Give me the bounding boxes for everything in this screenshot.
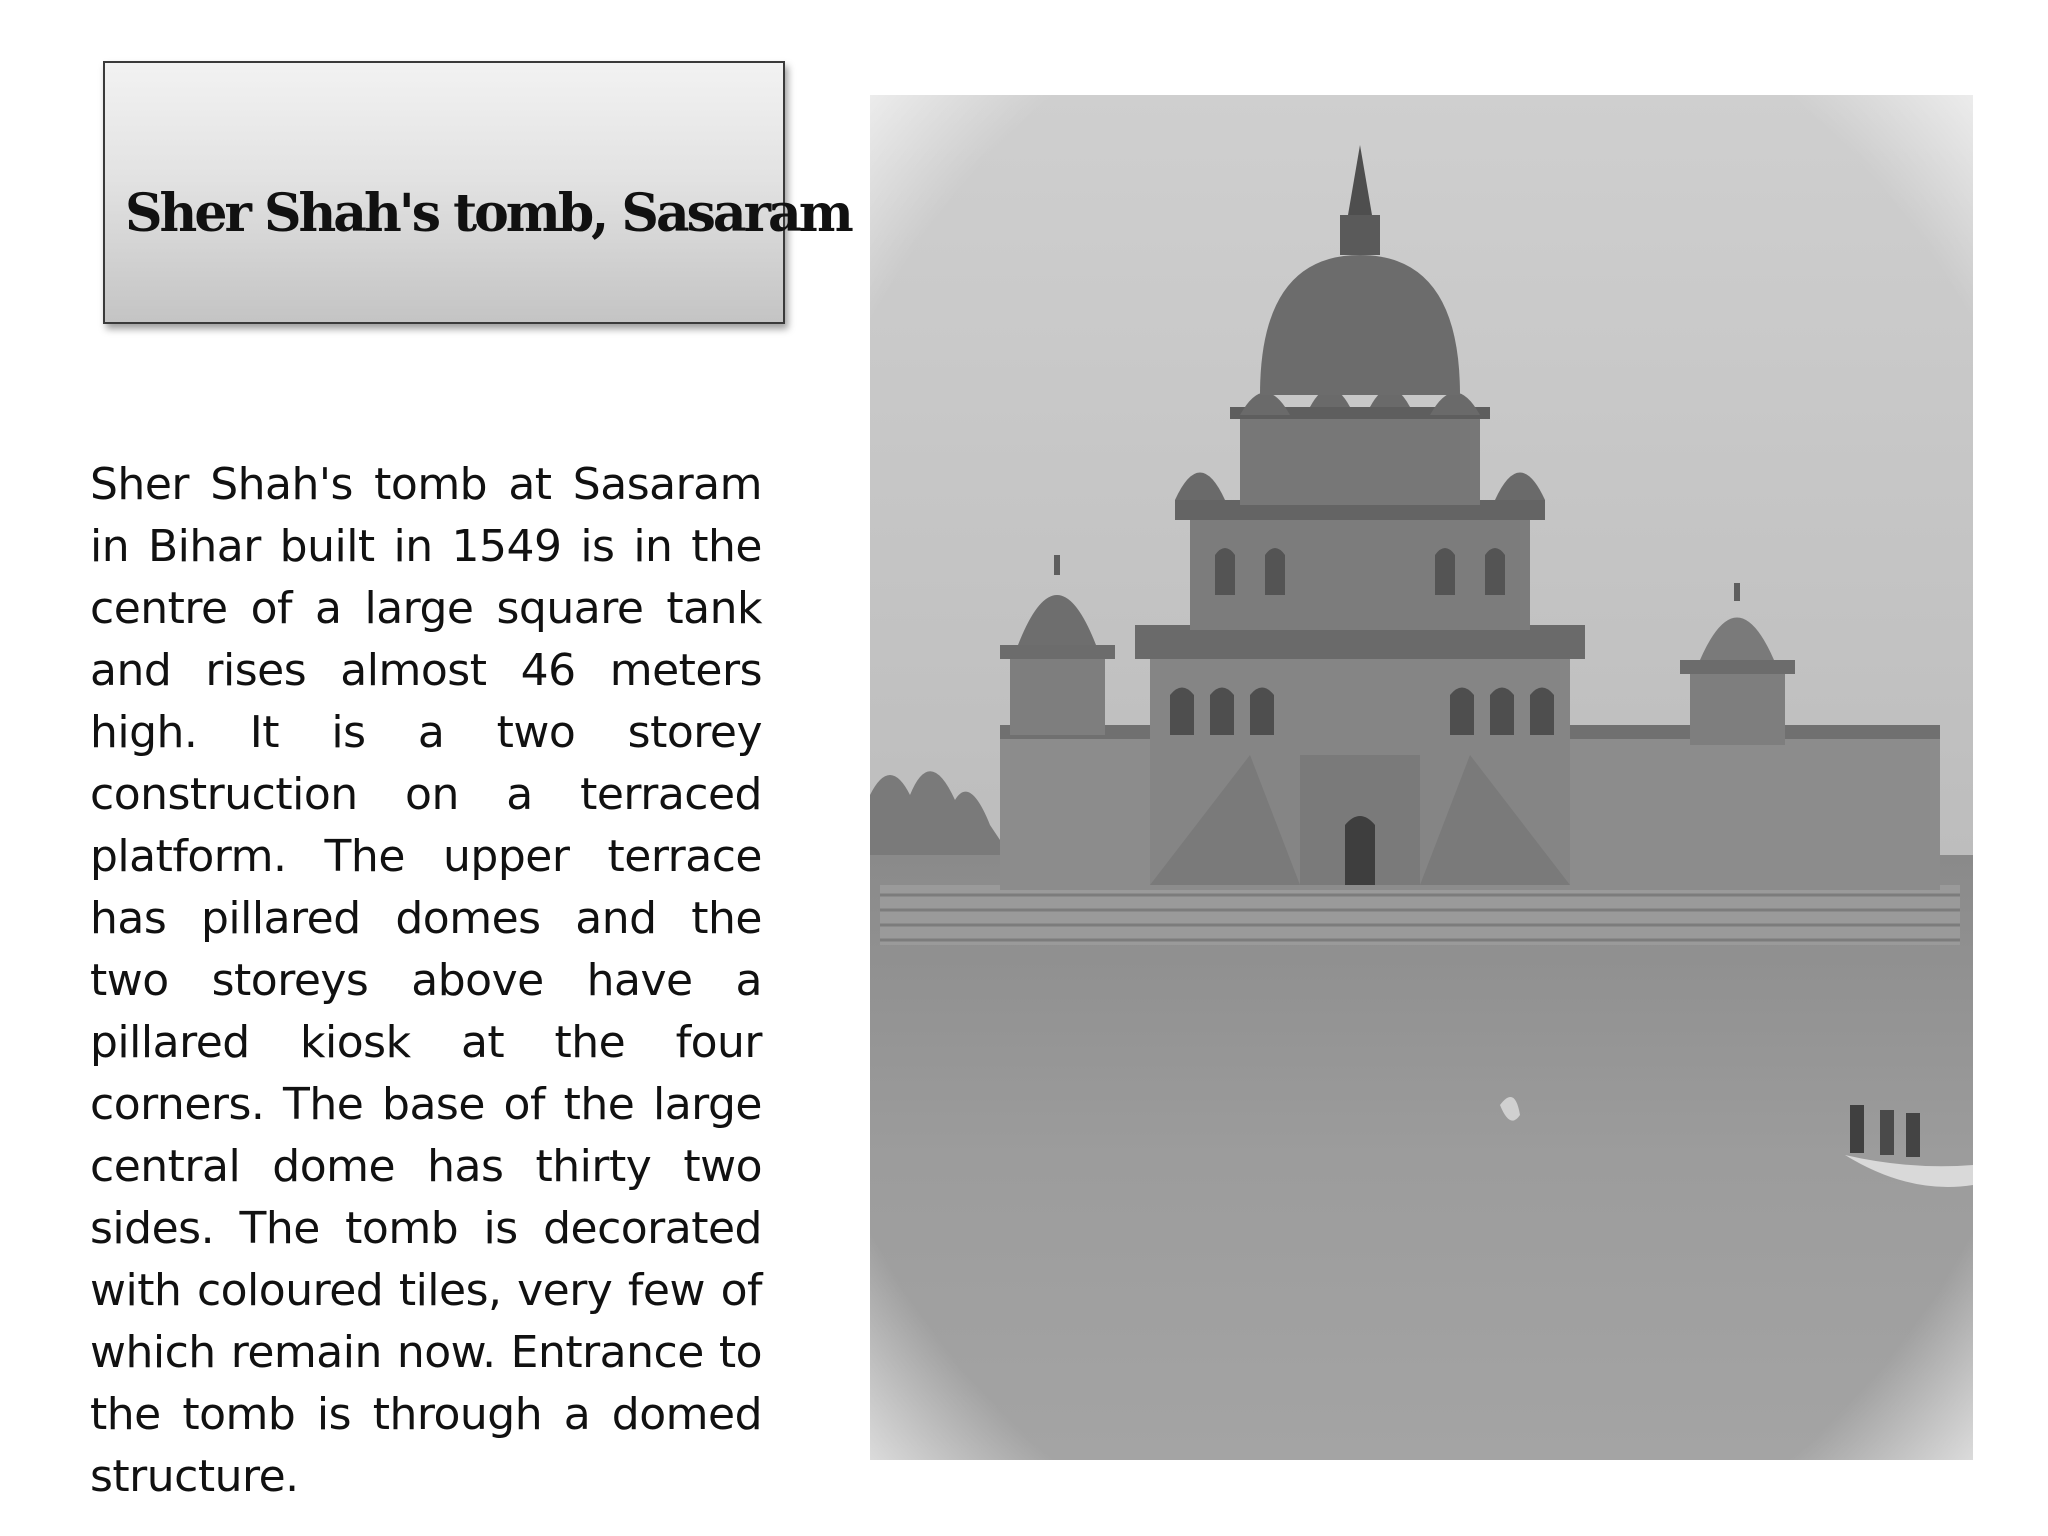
slide-body-text: Sher Shah's tomb at Sasaram in Bihar built in 1549 is in the centre of a large square tank and rises almost 46 meters high. It is a two storey construction on a terraced platform. The upper terrace has pillared domes and the two storeys above have a pillared kiosk at the four corners. The base of the large central dome has thirty two sides. The tomb is decorated with coloured tiles, very few of which remain now. Entrance to the tomb is through a domed structure.: [90, 459, 762, 1502]
tomb-photo: [870, 95, 1973, 1460]
slide-title: Sher Shah's tomb, Sasaram: [125, 183, 851, 244]
tomb-illustration: [870, 95, 1973, 1460]
title-box: [103, 61, 851, 324]
